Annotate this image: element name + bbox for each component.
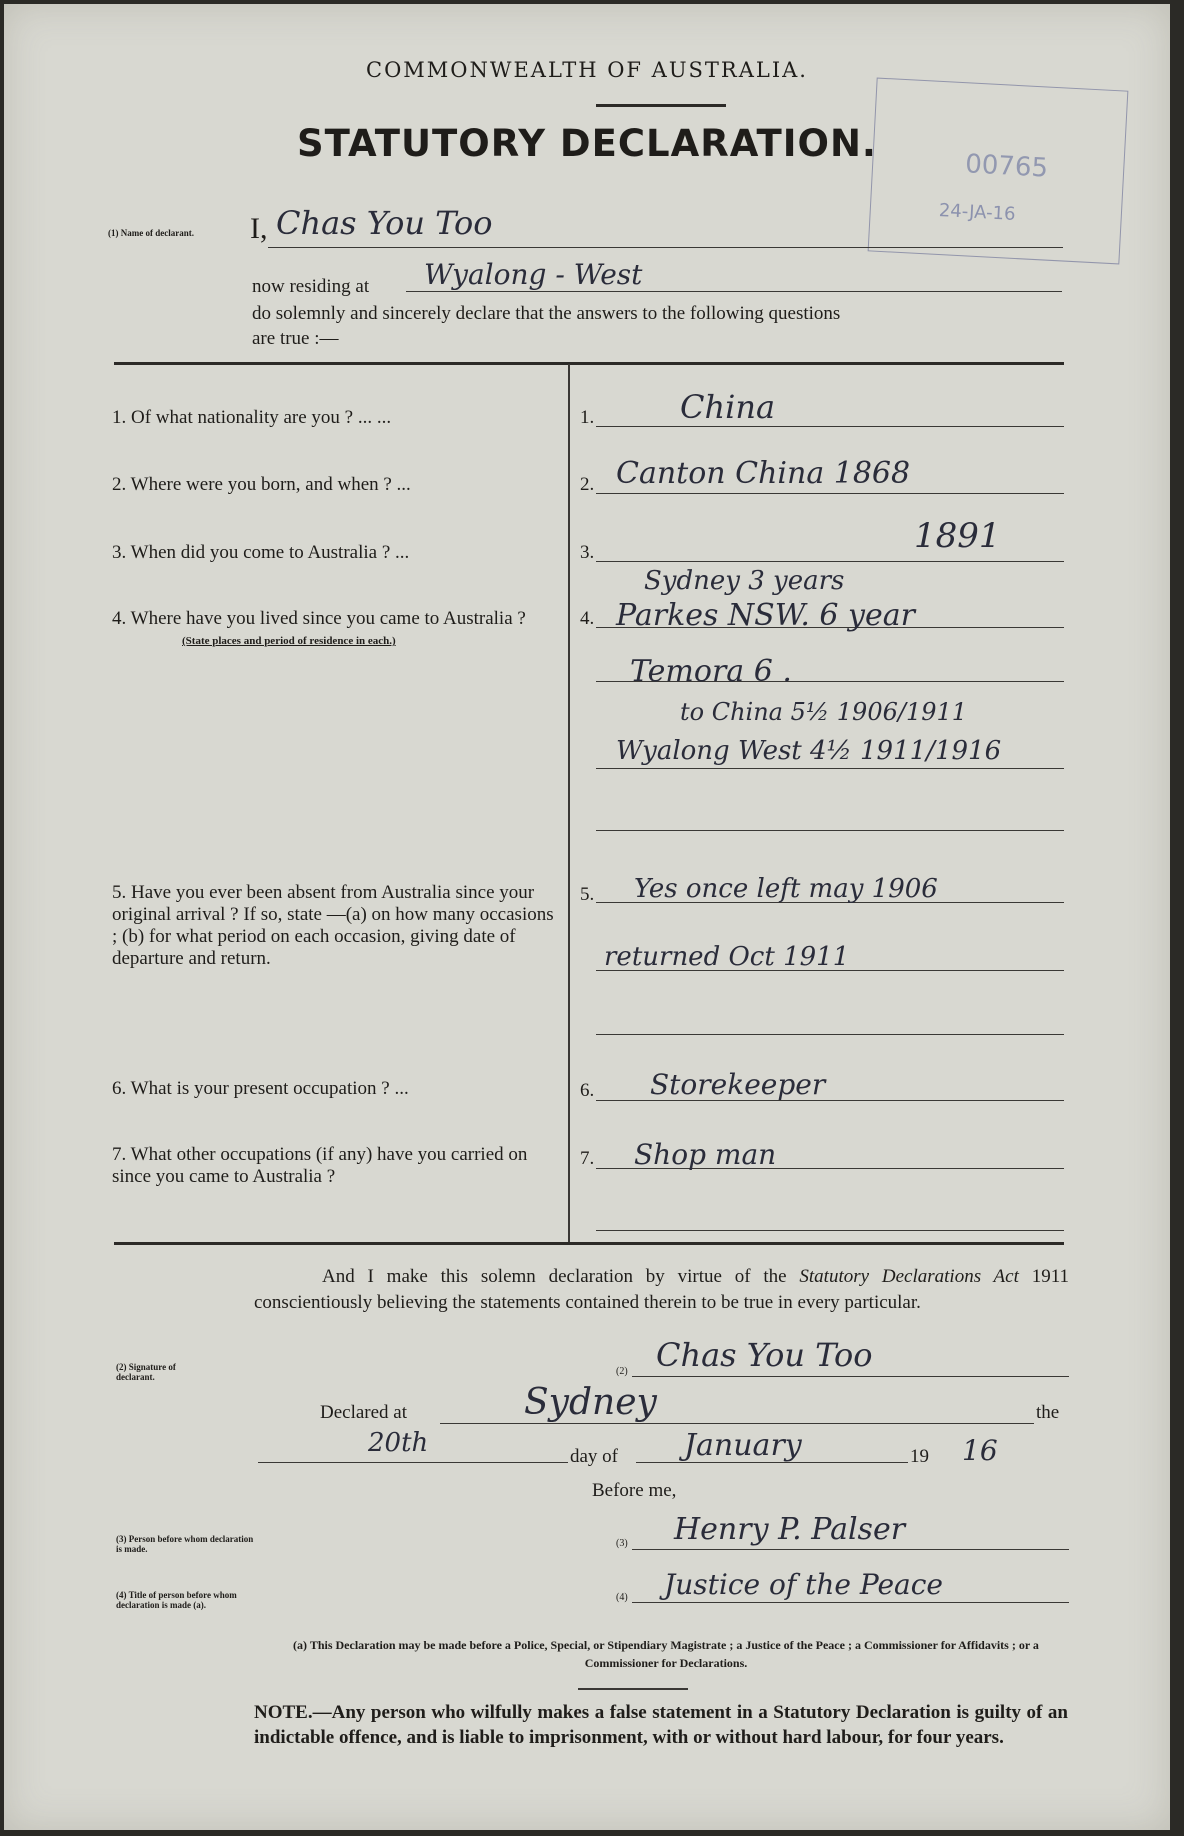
answer-num-7: 7. [580, 1148, 595, 1169]
answer-5-line1: Yes once left may 1906 [634, 874, 938, 904]
declared-day: 20th [368, 1428, 429, 1458]
margin-note-signature: (2) Signature of declarant. [116, 1362, 176, 1382]
answer-4-line2: Parkes NSW. 6 year [616, 598, 915, 633]
question-num: 7. [112, 1144, 127, 1165]
question-num: 5. [112, 882, 127, 903]
question-3 [112, 542, 562, 564]
the-label: the [1036, 1402, 1060, 1423]
question-1 [112, 407, 562, 429]
declarant-prefix: I, [250, 212, 268, 245]
question-text: Have you ever been absent from Australia since your original arrival ? If so, state —(a) on how many occasions ; (b) for what period on each occasion, giving date of departure and return. [112, 882, 554, 969]
declaration-paragraph [254, 1264, 1069, 1316]
answer-4-line1: Sydney 3 years [644, 566, 845, 596]
answer-num-6: 6. [580, 1080, 595, 1101]
declaration-text-1: And I make this solemn declaration by virtue of the [322, 1266, 800, 1287]
commonwealth-heading: COMMONWEALTH OF AUSTRALIA. [366, 58, 808, 82]
header-divider [596, 104, 726, 107]
declared-place: Sydney [524, 1382, 657, 1423]
question-5 [112, 882, 562, 970]
month-line [636, 1462, 908, 1463]
answer-line-3 [596, 561, 1064, 562]
questions-bottom-rule [114, 1242, 1064, 1245]
question-text: Where have you lived since you came to Australia ? [130, 608, 526, 629]
day-of-label: day of [570, 1446, 619, 1467]
question-text: What other occupations (if any) have you carried on since you came to Australia ? [112, 1144, 528, 1187]
margin-note-person: (3) Person before whom declaration is made. [116, 1534, 254, 1554]
question-text: Where were you born, and when ? ... [130, 474, 411, 495]
declared-at-label: Declared at [320, 1402, 408, 1423]
question-2 [112, 474, 562, 496]
question-7 [112, 1144, 562, 1188]
residence-line [406, 291, 1062, 292]
question-text: What is your present occupation ? ... [130, 1078, 409, 1099]
answer-num-3: 3. [580, 542, 595, 563]
stamp-date: 24-JA-16 [938, 199, 1017, 225]
declaration-text-2: 1911 conscientiously believing the statements contained therein to be true in every particular. [254, 1266, 1069, 1313]
answer-num-2: 2. [580, 474, 595, 495]
answer-4-line4: to China 5½ 1906/1911 [680, 698, 968, 726]
received-stamp [868, 78, 1129, 265]
answer-line-4c [596, 768, 1064, 769]
question-text: When did you come to Australia ? ... [130, 542, 410, 563]
answer-line-7b [596, 1230, 1064, 1231]
residence-value: Wyalong - West [424, 258, 643, 291]
warning-note: NOTE.—Any person who wilfully makes a false statement in a Statutory Declaration is guilty of an indictable offence, and is liable to imprisonment, with or without hard labour, for four years. [254, 1702, 1068, 1748]
question-4-note: (State places and period of residence in each.) [182, 635, 396, 647]
questions-top-rule [114, 362, 1064, 365]
person-line [632, 1549, 1069, 1550]
person-before: Henry P. Palser [674, 1512, 906, 1547]
margin-note-title: (4) Title of person before whom declaration is made (a). [116, 1590, 237, 1610]
margin-note-name: (1) Name of declarant. [108, 228, 194, 238]
declaration-act: Statutory Declarations Act [799, 1266, 1019, 1287]
title-line [632, 1602, 1069, 1603]
residing-label: now residing at [252, 276, 370, 297]
are-true-text: are true :— [252, 328, 339, 349]
place-line [440, 1423, 1034, 1424]
day-line [258, 1462, 568, 1463]
declared-month: January [684, 1428, 802, 1463]
person-mark: (3) [616, 1538, 628, 1549]
answer-num-1: 1. [580, 407, 595, 428]
answer-line-2 [596, 493, 1064, 494]
answer-num-5: 5. [580, 884, 595, 905]
person-title: Justice of the Peace [664, 1568, 943, 1601]
column-divider [568, 364, 570, 1244]
question-num: 4. [112, 608, 127, 629]
answer-7: Shop man [634, 1138, 777, 1171]
declarant-signature: Chas You Too [656, 1336, 873, 1374]
year-prefix: 19 [910, 1446, 929, 1467]
before-me-label: Before me, [592, 1480, 677, 1501]
declaration-form [4, 4, 1170, 1830]
signature-line [632, 1376, 1069, 1377]
answer-line-4d [596, 830, 1064, 831]
question-text: Of what nationality are you ? ... ... [131, 407, 392, 428]
answer-3: 1891 [914, 516, 1001, 556]
stamp-number: 00765 [964, 149, 1049, 184]
answer-line-5c [596, 1034, 1064, 1035]
question-num: 1. [112, 407, 127, 428]
answer-5-line2: returned Oct 1911 [604, 942, 850, 972]
footnote-divider [578, 1688, 688, 1690]
signature-mark: (2) [616, 1366, 628, 1377]
answer-num-4: 4. [580, 608, 595, 629]
declarant-name: Chas You Too [276, 204, 493, 242]
answer-6: Storekeeper [650, 1068, 826, 1101]
answer-2: Canton China 1868 [616, 456, 911, 491]
answer-4-line3: Temora 6 . [630, 654, 792, 689]
question-num: 6. [112, 1078, 127, 1099]
question-num: 3. [112, 542, 127, 563]
title-mark: (4) [616, 1592, 628, 1603]
page-title: STATUTORY DECLARATION. [297, 122, 877, 165]
question-6 [112, 1078, 562, 1100]
solemnly-text: do solemnly and sincerely declare that the answers to the following questions [252, 303, 841, 324]
answer-line-1 [596, 426, 1064, 427]
year-suffix: 16 [962, 1434, 998, 1467]
name-line [268, 247, 1063, 248]
answer-1: China [680, 388, 776, 426]
answer-4-line5: Wyalong West 4½ 1911/1916 [616, 736, 1002, 766]
question-4 [112, 608, 562, 646]
question-num: 2. [112, 474, 127, 495]
footnote: (a) This Declaration may be made before a Police, Special, or Stipendiary Magistrate ; a Justice of the Peace ; a Commissioner for Affidavits ; or a Commissioner for Declarations. [293, 1638, 1039, 1670]
